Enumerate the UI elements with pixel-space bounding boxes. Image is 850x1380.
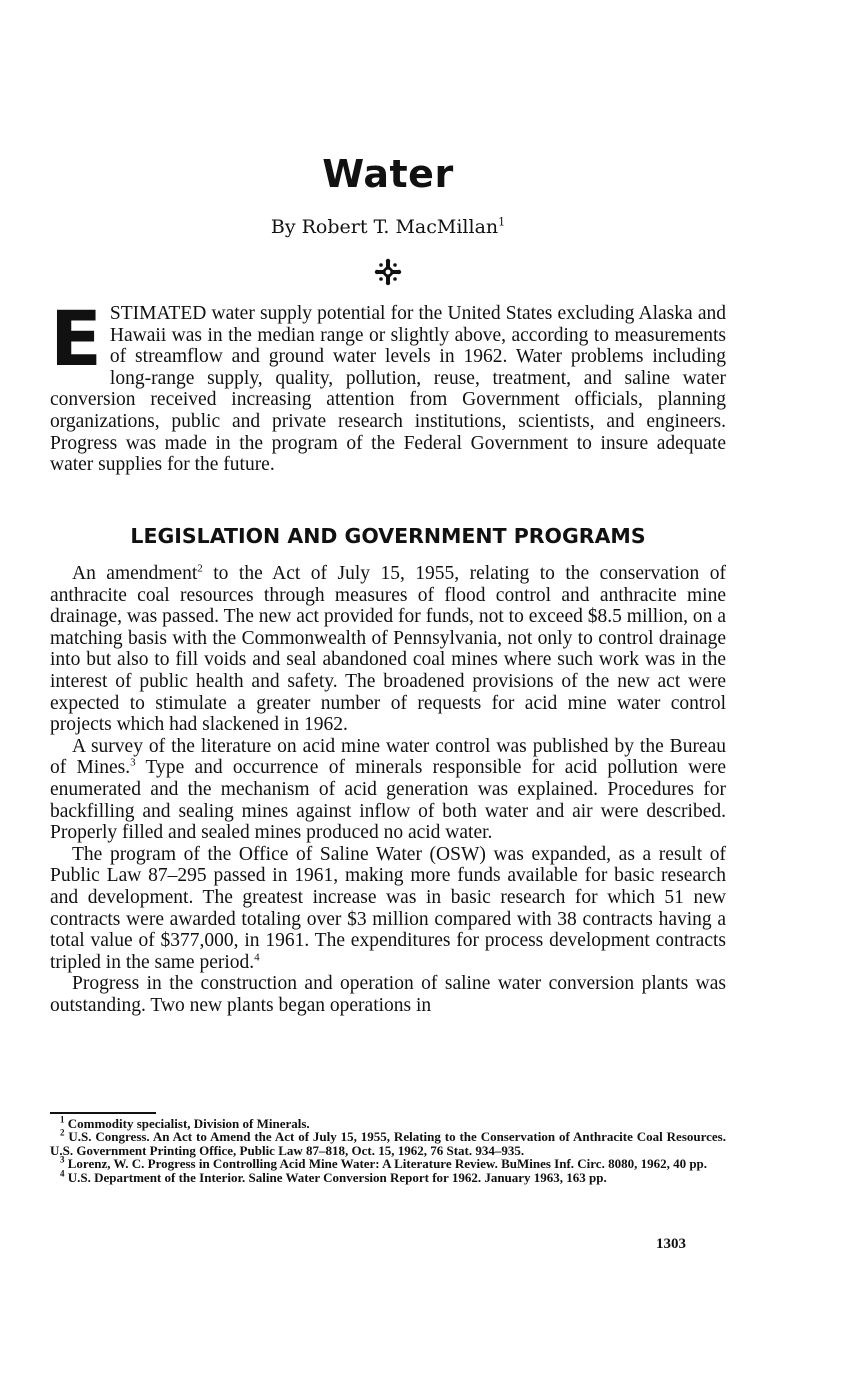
footnote xyxy=(50,1168,726,1185)
byline-footnote-ref: 1 xyxy=(498,215,506,229)
author-name: By Robert T. MacMillan xyxy=(270,216,499,238)
paragraph-text: An amendment xyxy=(72,563,198,584)
paragraph xyxy=(50,844,726,974)
ornament-icon xyxy=(374,258,402,286)
section-body xyxy=(50,563,726,1016)
footnote-text: Lorenz, W. C. Progress in Controlling Acid Mine Water: A Literature Review. BuMines Inf. Circ. 8080, 1962, 40 pp. xyxy=(67,1156,708,1172)
paragraph-text: The program of the Office of Saline Water (OSW) was expanded, as a result of Public Law 87–295 passed in 1961, making more funds available for basic research and development. The greatest increase was in basic research for which 51 new contracts were awarded totaling over $3 million compared with 38 contracts having a total value of $377,000, in 1961. The expenditures for process development contracts tripled in the same period. xyxy=(50,843,726,973)
footnote-text: U.S. Congress. An Act to Amend the Act of July 15, 1955, Relating to the Conservation of Anthracite Coal Resources. U.S. Government Printing Office, Public Law 87–818, Oct. 15, 1962, 76 Stat. 934–935. xyxy=(50,1129,726,1158)
footnote-number: 1 xyxy=(60,1114,65,1125)
footnotes xyxy=(50,1114,726,1185)
footnote-text: Commodity specialist, Division of Minerals. xyxy=(67,1116,310,1131)
paragraph-text: A survey of the literature on acid mine water control was published by the Bureau of Mines. xyxy=(50,735,726,779)
paragraph-text: Progress in the construction and operation of saline water conversion plants was outstanding. Two new plants began operations in xyxy=(50,973,726,1016)
section-heading: LEGISLATION AND GOVERNMENT PROGRAMS xyxy=(130,524,646,548)
footnote-number: 3 xyxy=(60,1154,65,1165)
footnote-ref: 3 xyxy=(130,756,136,769)
paragraph xyxy=(50,736,726,844)
footnote-number: 2 xyxy=(60,1128,65,1139)
intro-text: STIMATED water supply potential for the United States excluding Alaska and Hawaii was in the median range or slightly above, according to measurements of streamflow and ground water levels in 1962. Water problems including long-range supply, quality, pollution, reuse, treatment, and saline water conversion received increasing attention from Government officials, planning organizations, public and private research institutions, scientists, and engineers. Progress was made in the program of the Federal Government to insure adequate water supplies for the future. xyxy=(50,303,726,476)
footnote-number: 4 xyxy=(60,1168,65,1179)
paragraph-text: Type and occurrence of minerals responsible for acid pollution were enumerated and the mechanism of acid generation was explained. Procedures for backfilling and sealing mines against inflow of both water and air were described. Properly filled and sealed mines produced no acid water. xyxy=(50,757,727,844)
footnote-divider xyxy=(50,1112,156,1114)
page-title: Water xyxy=(322,152,454,196)
intro-paragraph xyxy=(50,294,726,476)
page-number: 1303 xyxy=(656,1236,686,1252)
byline xyxy=(50,215,726,239)
paragraph xyxy=(50,563,726,736)
footnote-ref: 2 xyxy=(197,562,203,575)
footnote xyxy=(50,1130,726,1157)
footnote-ref: 4 xyxy=(254,951,260,964)
drop-cap: E xyxy=(50,294,102,383)
paragraph xyxy=(50,973,726,1016)
footnote xyxy=(50,1154,726,1172)
footnote-text: U.S. Department of the Interior. Saline Water Conversion Report for 1962. January 1963, 163 pp. xyxy=(67,1169,607,1185)
paragraph-text: to the Act of July 15, 1955, relating to the conservation of anthracite coal resources through measures of flood control and anthracite mine drainage, was passed. The new act provided for funds, not to exceed $8.5 million, on a matching basis with the Commonwealth of Pennsylvania, not only to control drainage into but also to fill voids and seal abandoned coal mines where such work was in the interest of public health and safety. The broadened provisions of the new act were expected to stimulate a greater number of requests for acid mine water control projects which had slackened in 1962. xyxy=(50,563,726,736)
